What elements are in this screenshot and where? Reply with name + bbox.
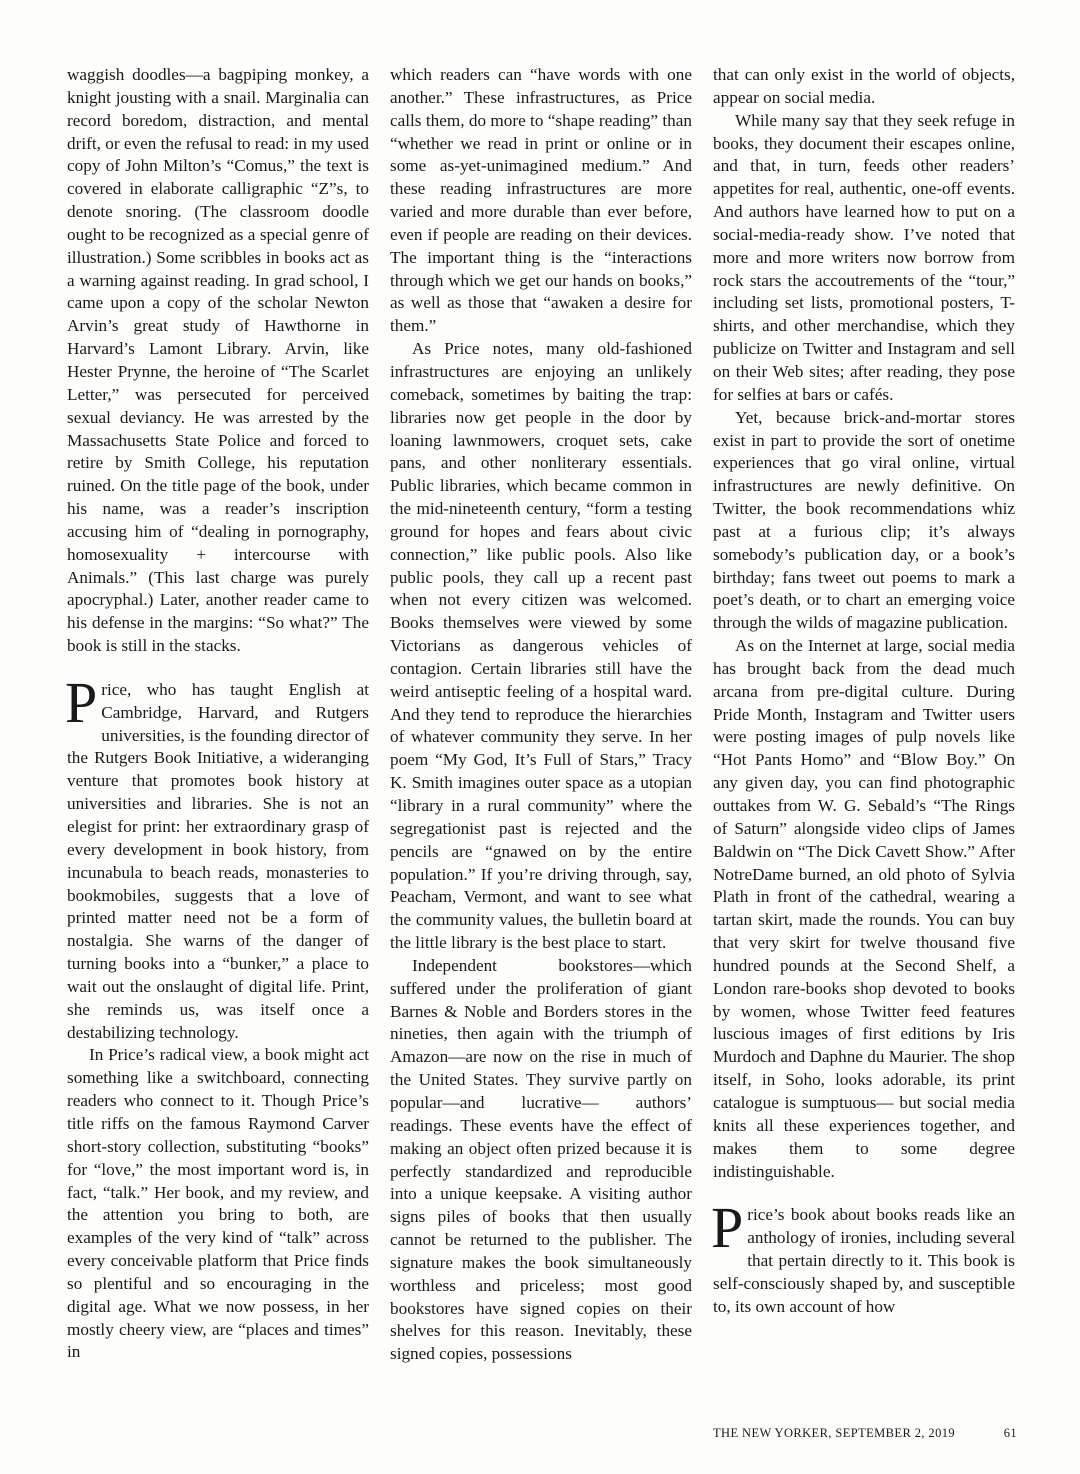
drop-cap: P — [65, 669, 98, 735]
paragraph: While many say that they seek refuge in books, they document their escapes online, and that, in turn, feeds other readers’ appetites for real, authentic, one-off events. And authors have learned how to put on a social-media-ready show. I’ve noted that more and more writers now borrow from rock stars the accoutrements of the “tour,” including set lists, promotional posters, T-shirts, and other merchandise, which they publicize on Twitter and Instagram and sell on their Web sites; after reading, they pose for selfies at bars or cafés. — [713, 110, 1015, 404]
paragraph-dropcap — [711, 1195, 1015, 1318]
paragraph: Independent bookstores—which suffered under the proliferation of giant Barnes & Noble and Borders stores in the nineties, then again with the triumph of Amazon—are now on the rise in much of the United States. They survive partly on popular—and lucrative— authors’ readings. These events have the effect of making an object often prized because it is perfectly standardized and reproducible into a unique keepsake. A visiting author signs piles of books that then usually cannot be returned to the publisher. The signature makes the book simultaneously worthless and priceless; most good bookstores have signed copies on their shelves for this reason. Inevitably, these signed copies, possessions — [390, 955, 692, 1364]
paragraph-text: rice’s book about books reads like an anthology of ironies, including several that pertain directly to it. This book is self-consciously shaped by, and susceptible to, its own account of how — [713, 1205, 1015, 1316]
publication-line: THE NEW YORKER, SEPTEMBER 2, 2019 — [713, 1426, 956, 1440]
text-column-3 — [713, 64, 1015, 1319]
text-column-1 — [67, 64, 369, 1364]
text-column-2 — [390, 64, 692, 1366]
paragraph: waggish doodles—a bagpiping monkey, a knight jousting with a snail. Marginalia can record boredom, distraction, and mental drift, or even the refusal to read: in my used copy of John Milton’s “Comus,” the text is covered in elaborate calligraphic “Z”s, to denote snoring. (The classroom doodle ought to be recognized as a special genre of illustration.) Some scribbles in books act as a warning against reading. In grad school, I came upon a copy of the scholar Newton Arvin’s great study of Hawthorne in Harvard’s Lamont Library. Arvin, like Hester Prynne, the heroine of “The Scarlet Letter,” was persecuted for perceived sexual deviancy. He was arrested by the Massachusetts State Police and forced to retire by Smith College, his reputation ruined. On the title page of the book, under his name, was a reader’s inscription accusing him of “dealing in pornography, homosexuality + intercourse with Animals.” (This last charge was purely apocryphal.) Later, another reader came to his defense in the margins: “So what?” The book is still in the stacks. — [67, 65, 369, 656]
paragraph: As on the Internet at large, social media has brought back from the dead much arcana from pre-digital culture. During Pride Month, Instagram and Twitter users were posting images of pulp novels like “Hot Pants Homo” and “Blow Boy.” On any given day, you can find photographic outtakes from W. G. Sebald’s “The Rings of Saturn” alongside video clips of James Baldwin on “The Dick Cavett Show.” After NotreDame burned, an old photo of Sylvia Plath in front of the cathedral, wearing a tartan skirt, made the rounds. You can buy that very skirt for twelve thousand five hundred pounds at the Second Shelf, a London rare-books shop devoted to books by women, whose Twitter feed features luscious images of first editions by Iris Murdoch and Daphne du Maurier. The shop itself, in Soho, looks adorable, its print catalogue is sumptuous— but social media knits all these experiences together, and makes them to some degree indistinguishable. — [713, 636, 1015, 1181]
page-number: 61 — [1003, 1426, 1017, 1440]
paragraph: As Price notes, many old-fashioned infrastructures are enjoying an unlikely comeback, sometimes by baiting the trap: libraries now get people in the door by loaning lawnmowers, croquet sets, cake pans, and other nonliterary essentials. Public libraries, which became common in the mid-nineteenth century, “form a testing ground for hopes and fears about civic connection,” like public pools. Also like public pools, they call up a recent past when not every citizen was welcomed. Books themselves were viewed by some Victorians as dangerous vehicles of contagion. Certain libraries still have the weird antiseptic feeling of a hospital ward. And they tend to reproduce the hierarchies of whatever community they serve. In her poem “My God, It’s Full of Stars,” Tracy K. Smith imagines outer space as a utopian “library in a rural community” where the segregationist past is rejected and the pencils are “gnawed on by the entire population.” If you’re driving through, say, Peacham, Vermont, and want to see what the community values, the bulletin board at the little library is the best place to start. — [390, 339, 692, 953]
paragraph: that can only exist in the world of objects, appear on social media. — [713, 65, 1015, 107]
paragraph: In Price’s radical view, a book might act something like a switchboard, connecting readers who connect to it. Though Price’s title riffs on the famous Raymond Carver short-story collection, substituting “books” for “love,” the most important word is, in fact, “talk.” Her book, and my review, and the attention you bring to both, are examples of the very kind of “talk” across every conceivable platform that Price finds so plentiful and so encouraging in the digital age. What we now possess, in her mostly cheery view, are “places and times” in — [67, 1045, 369, 1362]
paragraph-text: rice, who has taught English at Cambridge, Harvard, and Rutgers universities, is the founding director of the Rutgers Book Initiative, a wideranging venture that promotes book history at universities and libraries. She is not an elegist for print: her extraordinary grasp of every development in book history, from incunabula to beach reads, monasteries to bookmobiles, suggests that a love of printed matter need not be a form of nostalgia. She warns of the danger of turning books into a “bunker,” a place to wait out the onslaught of digital life. Print, she reminds us, was itself once a destabilizing technology. — [67, 679, 369, 1042]
paragraph-dropcap — [65, 669, 369, 1045]
drop-cap: P — [711, 1195, 744, 1261]
paragraph: which readers can “have words with one another.” These infrastructures, as Price calls them, do more to “shape reading” than “whether we read in print or online or in some as-yet-unimagined medium.” And these reading infrastructures are more varied and more durable than ever before, even if people are reading on their devices. The important thing is the “interactions through which we get our hands on books,” as well as those that “awaken a desire for them.” — [390, 65, 692, 336]
paragraph: Yet, because brick-and-mortar stores exist in part to provide the sort of onetime experiences that go viral online, virtual infrastructures are newly definitive. On Twitter, the book recommendations whiz past at a furious clip; it’s always somebody’s publication day, or a book’s birthday; fans tweet out poems to mark a poet’s death, or to chart an emerging voice through the wilds of magazine publication. — [713, 407, 1015, 633]
